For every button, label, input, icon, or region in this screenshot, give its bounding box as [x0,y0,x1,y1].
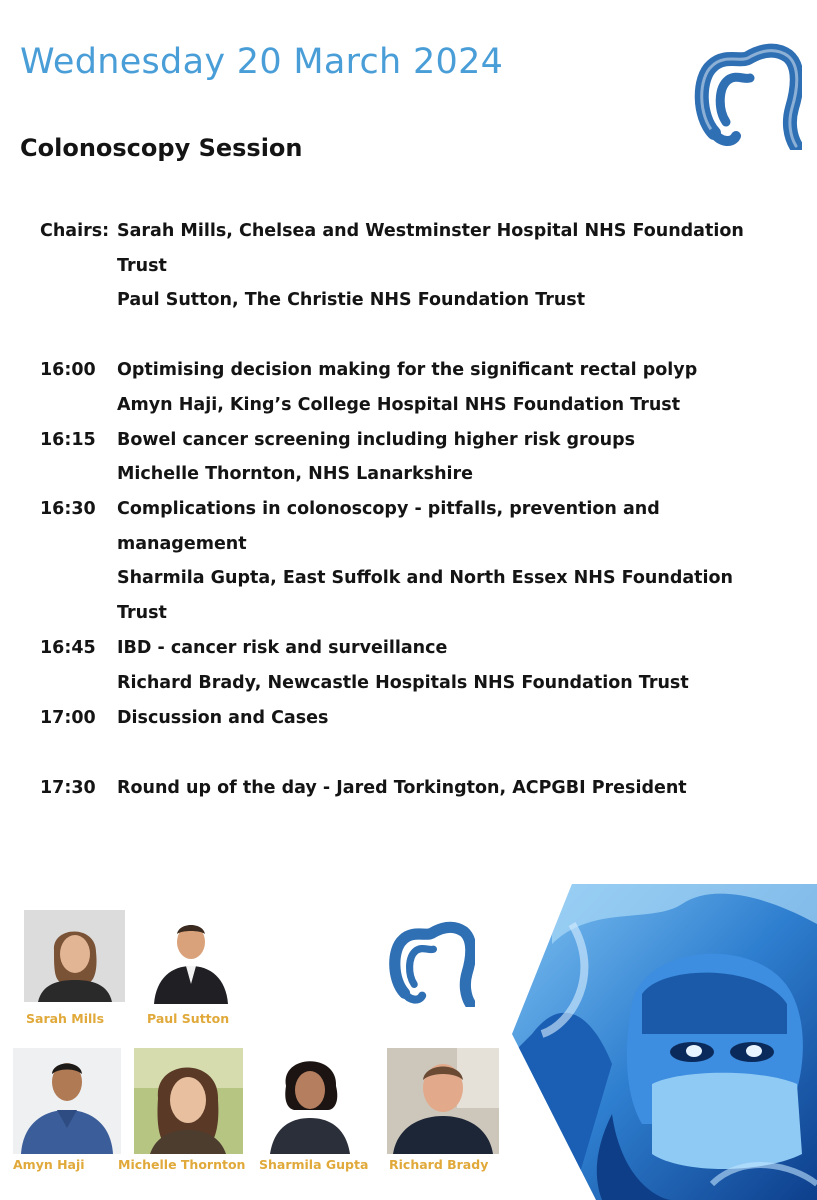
programme-line: Discussion and Cases [117,708,329,728]
speaker-name: Paul Sutton [147,1011,230,1026]
speaker-name: Sharmila Gupta [259,1157,369,1172]
programme-line: Optimising decision making for the significant rectal polyp [117,360,698,380]
speaker-photo-sarah-mills [24,910,125,1002]
speaker-photo-richard-brady [387,1048,499,1154]
speaker-name: Richard Brady [389,1157,489,1172]
programme-time: 16:00 [40,360,96,380]
programme-line: Bowel cancer screening including higher risk groups [117,430,636,450]
speaker-photo-michelle-thornton [134,1048,243,1154]
page-date: Wednesday 20 March 2024 [20,42,504,82]
programme-time: 17:00 [40,708,96,728]
chair-line-2: Trust [117,256,167,276]
programme-line: Round up of the day - Jared Torkington, ACPGBI President [117,778,687,798]
programme-line: IBD - cancer risk and surveillance [117,638,448,658]
programme-time: 16:15 [40,430,96,450]
session-title: Colonoscopy Session [20,134,303,162]
speaker-photo-amyn-haji [13,1048,121,1154]
programme-line: Complications in colonoscopy - pitfalls, prevention and [117,499,660,519]
programme-line: Richard Brady, Newcastle Hospitals NHS Foundation Trust [117,673,689,693]
programme-time: 16:45 [40,638,96,658]
programme-line: Amyn Haji, King’s College Hospital NHS Foundation Trust [117,395,681,415]
speaker-photo-sharmila-gupta [256,1048,364,1154]
programme-time: 17:30 [40,778,96,798]
chairs-label: Chairs: [40,221,110,241]
speaker-name: Sarah Mills [26,1011,105,1026]
programme-time: 16:30 [40,499,96,519]
programme-line: Sharmila Gupta, East Suffolk and North Essex NHS Foundation [117,568,734,588]
programme-line: Trust [117,603,167,623]
speaker-name: Michelle Thornton [118,1157,246,1172]
chair-line-1: Sarah Mills, Chelsea and Westminster Hospital NHS Foundation [117,221,744,241]
speaker-name: Amyn Haji [13,1157,85,1172]
chair-line-3: Paul Sutton, The Christie NHS Foundation Trust [117,290,586,310]
speaker-photo-paul-sutton [146,914,236,1004]
programme-line: management [117,534,247,554]
programme-line: Michelle Thornton, NHS Lanarkshire [117,464,474,484]
colon-logo-icon [692,38,802,150]
surgeon-hexagon-image [512,884,817,1200]
colon-logo-icon [387,917,475,1007]
